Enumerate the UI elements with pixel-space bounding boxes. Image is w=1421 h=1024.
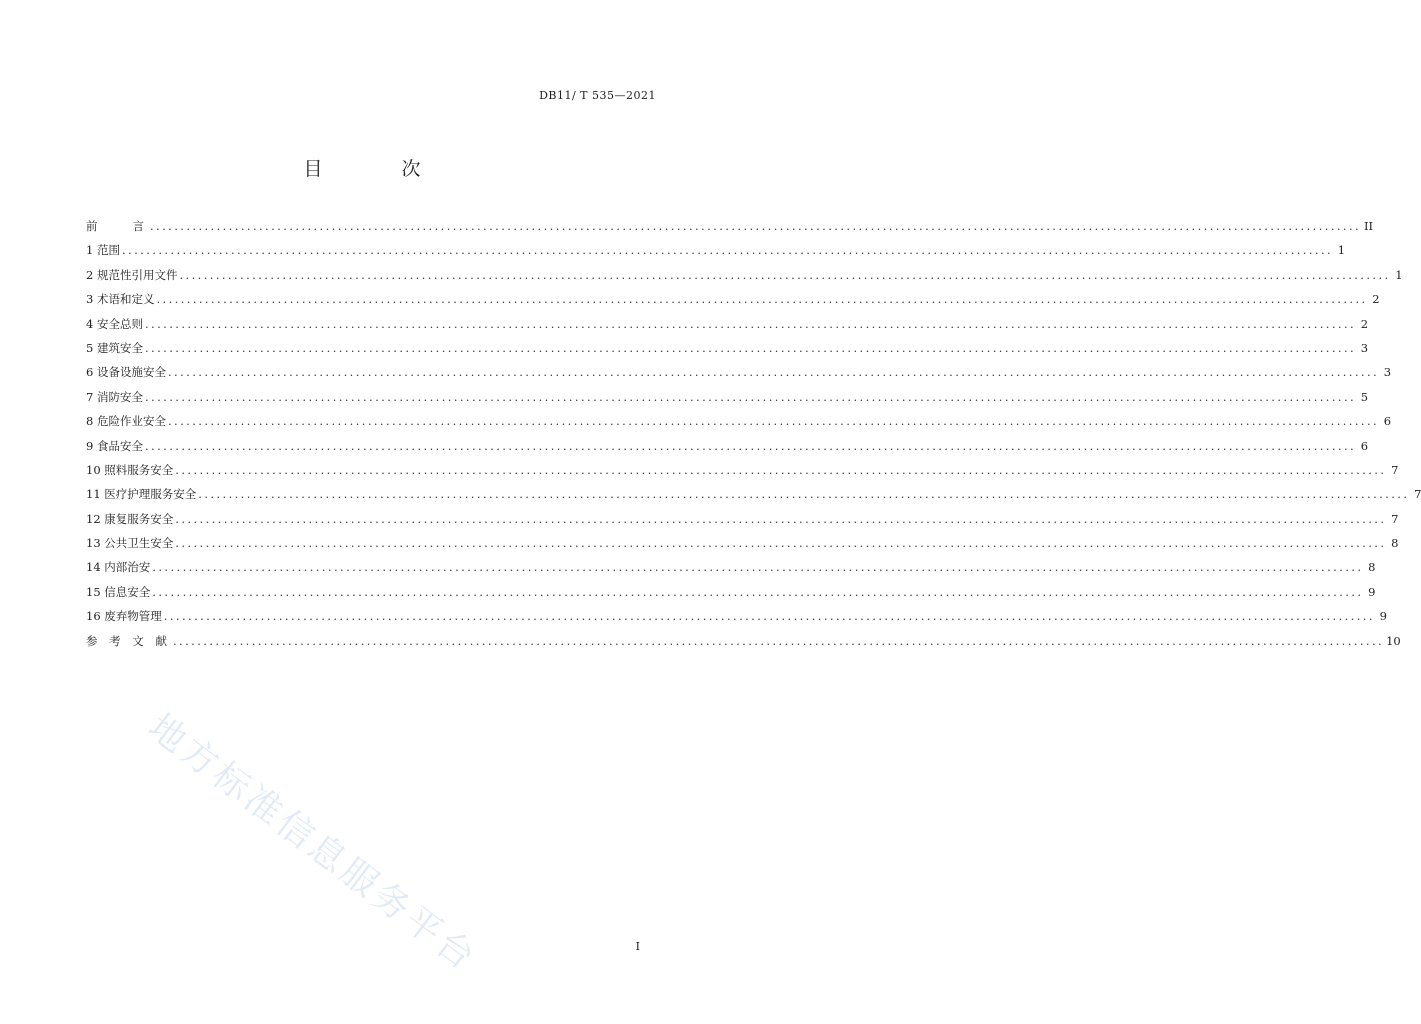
toc-leader-dots: ........................................................................................................................................................................................................ [144,389,1357,404]
toc-entry-page: 8 [1368,560,1376,575]
toc-leader-dots: ........................................................................................................................................................................................................ [121,243,1334,258]
toc-entry-label: 8 危险作业安全 [86,414,166,429]
standard-code: DB11/ T 535—2021 [539,89,656,102]
toc-entry-label: 10 照料服务安全 [86,462,174,477]
toc-leader-dots: ........................................................................................................................................................................................................ [167,365,1380,380]
toc-leader-dots: ........................................................................................................................................................................................................ [156,292,1368,307]
toc-entry-label: 16 废弃物管理 [86,609,162,624]
toc-entry[interactable] [86,608,1387,632]
toc-entry-page: 2 [1372,292,1380,307]
toc-entry-label: 2 规范性引用文件 [86,267,178,282]
toc-entry-page: 7 [1391,511,1399,526]
toc-entry-page: 1 [1395,267,1403,282]
toc-entry-label: 11 医疗护理服务安全 [86,487,197,502]
page-title: 目 次 [303,158,451,180]
toc-entry-page: 1 [1337,243,1346,258]
toc-entry-page: 7 [1414,487,1421,502]
toc-entry[interactable] [86,291,1380,315]
toc-entry-label: 15 信息安全 [86,584,151,599]
toc-entry-page: 10 [1386,633,1401,648]
toc-entry-label: 13 公共卫生安全 [86,536,174,551]
toc-entry-page: 8 [1391,536,1399,551]
toc-entry[interactable] [86,511,1399,535]
toc-entry[interactable] [86,267,1403,291]
toc-entry[interactable] [86,559,1376,583]
toc-leader-dots: ........................................................................................................................................................................................................ [175,536,1387,551]
toc-leader-dots: ........................................................................................................................................................................................................ [179,267,1391,282]
toc-leader-dots: ........................................................................................................................................................................................................ [152,560,1364,575]
toc-entry[interactable] [86,340,1369,364]
toc-entry[interactable] [86,633,1401,657]
toc-entry-label: 前 言 [86,219,148,233]
toc-leader-dots: ........................................................................................................................................................................................................ [175,511,1387,526]
watermark: 地方标准信息服务平台 [140,706,485,980]
toc-entry-label: 7 消防安全 [86,389,143,404]
toc-entry[interactable] [86,438,1369,462]
toc-entry-label: 6 设备设施安全 [86,365,166,380]
toc-entry-page: 2 [1360,316,1369,331]
toc-entry[interactable] [86,535,1399,559]
toc-entry-label: 5 建筑安全 [86,340,143,355]
toc-entry[interactable] [86,462,1399,486]
toc-entry-page: 6 [1360,438,1369,453]
toc-leader-dots: ........................................................................................................................................................................................................ [167,414,1380,429]
toc-entry[interactable] [86,584,1376,608]
toc-entry[interactable] [86,242,1346,266]
toc-leader-dots: ........................................................................................................................................................................................................ [198,487,1410,502]
toc-entry-page: 5 [1360,389,1369,404]
toc-entry-page: 7 [1391,462,1399,477]
toc-entry-page: II [1364,219,1374,233]
toc-entry-page: 3 [1383,365,1392,380]
toc-entry-label: 3 术语和定义 [86,292,155,307]
toc-entry[interactable] [86,389,1369,413]
toc-entry-page: 9 [1379,609,1387,624]
toc-entry-label: 14 内部治安 [86,560,151,575]
toc-entry-label: 9 食品安全 [86,438,143,453]
toc-leader-dots: ........................................................................................................................................................................................................ [172,633,1385,648]
toc-entry[interactable] [86,364,1392,388]
toc-entry[interactable] [86,486,1421,510]
toc-entry-label: 4 安全总则 [86,316,143,331]
toc-leader-dots: ........................................................................................................................................................................................................ [150,219,1362,233]
toc-leader-dots: ........................................................................................................................................................................................................ [175,462,1387,477]
page-number: I [635,940,640,953]
toc-entry[interactable] [86,218,1374,242]
toc-entry-page: 6 [1383,414,1392,429]
toc-leader-dots: ........................................................................................................................................................................................................ [152,584,1364,599]
toc-leader-dots: ........................................................................................................................................................................................................ [163,609,1375,624]
toc-entry-page: 9 [1368,584,1376,599]
toc-entry-page: 3 [1360,340,1369,355]
toc-leader-dots: ........................................................................................................................................................................................................ [144,340,1357,355]
toc-leader-dots: ........................................................................................................................................................................................................ [144,316,1357,331]
toc-entry-label: 12 康复服务安全 [86,511,174,526]
table-of-contents [86,218,1421,657]
toc-entry-label: 参 考 文 献 [86,633,171,648]
toc-entry-label: 1 范围 [86,243,120,258]
toc-entry[interactable] [86,413,1392,437]
toc-leader-dots: ........................................................................................................................................................................................................ [144,438,1357,453]
toc-entry[interactable] [86,316,1369,340]
